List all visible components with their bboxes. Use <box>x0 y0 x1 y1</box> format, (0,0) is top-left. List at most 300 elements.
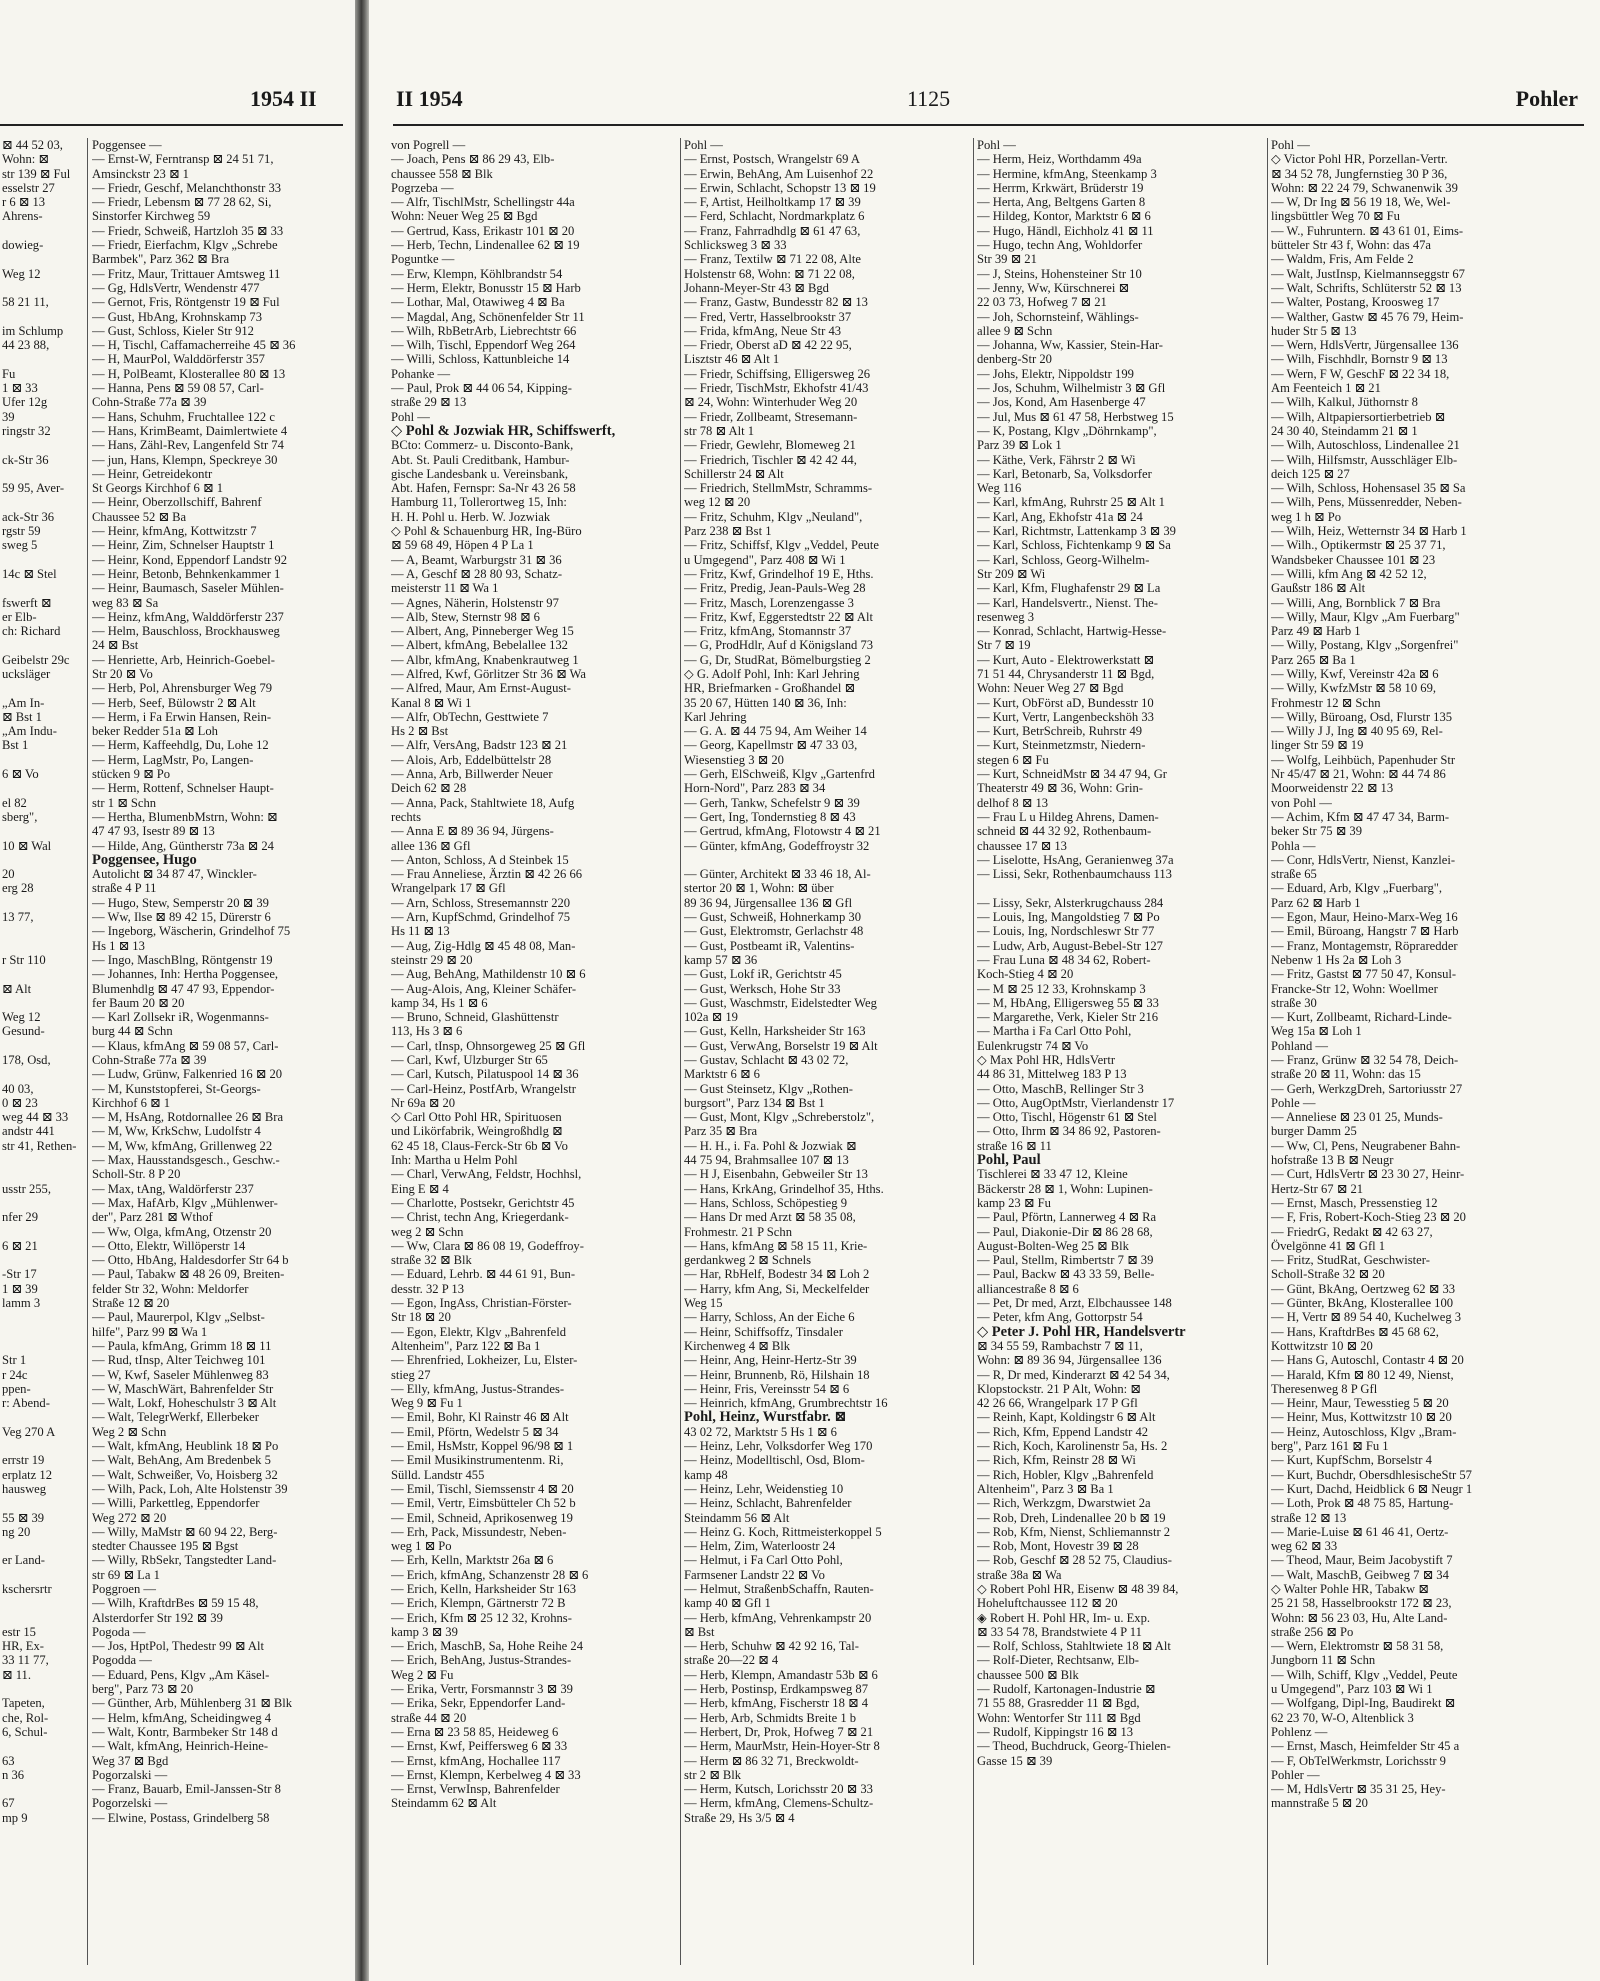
directory-entry-line: — Frau L u Hildeg Ahrens, Damen- <box>977 809 1159 824</box>
directory-entry-line: — Kurt, Dachd, Heidblick 6 ⊠ Neugr 1 <box>1271 1481 1473 1496</box>
directory-entry-line: ◇ Robert Pohl HR, Eisenw ⊠ 48 39 84, <box>977 1581 1179 1596</box>
directory-entry-line: Cohn-Straße 77a ⊠ 39 <box>92 1053 207 1067</box>
directory-entry-line: Frohmestr. 21 P Schn <box>684 1224 792 1239</box>
directory-entry-line: — W, Kwf, Saseler Mühlenweg 83 <box>92 1367 269 1382</box>
directory-entry-line: — Ferd, Schlacht, Nordmarkplatz 6 <box>684 209 865 224</box>
directory-entry-line: delhof 8 ⊠ 13 <box>977 795 1049 810</box>
directory-entry-line: ack-Str 36 <box>2 509 55 524</box>
directory-entry-line: Weg 15a ⊠ Loh 1 <box>1271 1024 1362 1039</box>
directory-entry-line: — Emil, Büroang, Hangstr 7 ⊠ Harb <box>1271 924 1459 939</box>
directory-entry-line: ⊠ 34 52 78, Jungfernstieg 30 P 36, <box>1271 166 1448 181</box>
directory-entry-line: — Louis, Ing, Nordschleswr Str 77 <box>977 924 1155 939</box>
directory-entry-line: Francke-Str 12, Wohn: Woellmer <box>1271 981 1438 996</box>
directory-entry-line <box>2 1039 86 1053</box>
directory-entry-line: — Willy, Büroang, Osd, Flurstr 135 <box>1271 709 1453 724</box>
directory-entry-line: — Gg, HdlsVertr, Wendenstr 477 <box>92 280 260 295</box>
directory-entry-line: — Friedr, Lebensm ⊠ 77 28 62, Si, <box>92 195 272 210</box>
directory-entry-line: — Gust, Lokf iR, Gerichtstr 45 <box>684 967 842 982</box>
directory-entry-line: — Helm, kfmAng, Scheidingweg 4 <box>92 1710 272 1725</box>
directory-entry-line: 0 ⊠ 23 <box>2 1095 38 1110</box>
directory-entry-line: ⊠ 11. <box>2 1667 31 1682</box>
directory-entry-line: — Erh, Kelln, Marktstr 26a ⊠ 6 <box>391 1553 554 1568</box>
directory-entry-line: — M, HdlsVertr ⊠ 35 31 25, Hey- <box>1271 1782 1446 1797</box>
directory-entry-line: — Paul, Tabakw ⊠ 48 26 09, Breiten- <box>92 1267 285 1282</box>
directory-entry-line: — Herb, kfmAng, Fischerstr 18 ⊠ 4 <box>684 1696 869 1711</box>
directory-entry-line: — Fritz, Schiffsf, Klgv „Veddel, Peute <box>684 538 879 553</box>
directory-entry-line: — Herm ⊠ 86 32 71, Breckwoldt- <box>684 1753 859 1768</box>
directory-entry-line: — Gustav, Schlacht ⊠ 43 02 72, <box>684 1053 849 1067</box>
directory-entry-line: berg", Parz 73 ⊠ 20 <box>92 1682 194 1697</box>
directory-entry-line: — Anna E ⊠ 89 36 94, Jürgens- <box>391 824 554 839</box>
directory-entry-line: ◈ Robert H. Pohl HR, Im- u. Exp. <box>977 1610 1151 1625</box>
directory-entry-line: straße 20—22 ⊠ 4 <box>684 1653 779 1668</box>
directory-entry-line: — Emil, Tischl, Siemssenstr 4 ⊠ 20 <box>391 1481 574 1496</box>
directory-entry-line: — Egon, Elektr, Klgv „Bahrenfeld <box>391 1324 567 1339</box>
directory-entry-line: gische Landesbank u. Vereinsbank, <box>391 466 569 481</box>
directory-entry-line: 47 47 93, Isestr 89 ⊠ 13 <box>92 824 215 839</box>
directory-entry-line: — Franz, Montagemstr, Röpraredder <box>1271 938 1458 953</box>
directory-entry-line: burg 44 ⊠ Schn <box>92 1024 173 1039</box>
directory-entry-line: burger Damm 25 <box>1271 1124 1357 1139</box>
directory-entry-line: Straße 29, Hs 3/5 ⊠ 4 <box>684 1810 795 1825</box>
book-gutter <box>355 0 369 1981</box>
directory-entry-line: — F, ObTelWerkmstr, Lorichsstr 9 <box>1271 1753 1446 1768</box>
directory-entry-line: — Paul, Pförtn, Lannerweg 4 ⊠ Ra <box>977 1210 1157 1225</box>
directory-entry-line: Poggensee — <box>92 138 162 152</box>
directory-entry-line: — Gust, Werksch, Hohe Str 33 <box>684 981 841 996</box>
directory-entry-line: Gaußstr 186 ⊠ Alt <box>1271 581 1366 596</box>
directory-entry-line: hausweg <box>2 1481 47 1496</box>
directory-entry-line: Nr 69a ⊠ 20 <box>391 1095 456 1110</box>
directory-entry-line: — Friedrich, StellmMstr, Schramms- <box>684 481 873 496</box>
directory-entry-line: — Willy, Postang, Klgv „Sorgenfrei" <box>1271 638 1459 653</box>
directory-entry-line: — W, Dr Ing ⊠ 56 19 18, We, Wel- <box>1271 195 1451 210</box>
directory-entry-line: Veg 270 A <box>2 1424 56 1439</box>
directory-entry-line: — Frau Anneliese, Ärztin ⊠ 42 26 66 <box>391 867 583 882</box>
directory-entry-line: — Wilh, KraftdrBes ⊠ 59 15 48, <box>92 1596 259 1611</box>
directory-entry-line: 13 77, <box>2 910 34 925</box>
right-page-header-left: II 1954 <box>396 86 463 111</box>
directory-entry-line: „Am Indu- <box>2 724 57 739</box>
directory-entry-line: — Arn, KupfSchmd, Grindelhof 75 <box>391 910 571 925</box>
directory-entry-line: estr 15 <box>2 1624 36 1639</box>
directory-entry-line: im Schlump <box>2 323 64 338</box>
directory-entry-line: — Hans, Zähl-Rev, Langenfeld Str 74 <box>92 438 284 453</box>
directory-entry-line: — Friedrich, Tischler ⊠ 42 42 44, <box>684 452 857 467</box>
directory-entry-line: erplatz 12 <box>2 1467 52 1482</box>
directory-entry-line: Ufer 12g <box>2 395 48 410</box>
directory-entry-line: kamp 3 ⊠ 39 <box>391 1624 458 1639</box>
directory-entry-line: — Willi, Parkettleg, Eppendorfer <box>92 1496 260 1511</box>
directory-entry-line <box>2 1196 86 1210</box>
directory-entry-line: — Max, Hausstandsgesch., Geschw.- <box>92 1153 280 1168</box>
right-column-4 <box>1271 138 1577 1981</box>
directory-entry-line: Cohn-Straße 77a ⊠ 39 <box>92 395 207 410</box>
directory-entry-line: — Erw, Klempn, Köhlbrandstr 54 <box>391 266 563 281</box>
directory-entry-line: 25 21 58, Hasselbrookstr 172 ⊠ 23, <box>1271 1596 1452 1611</box>
directory-entry-line: esselstr 27 <box>2 180 55 195</box>
directory-entry-line: straße 29 ⊠ 13 <box>391 395 467 410</box>
directory-entry-line: steinstr 29 ⊠ 20 <box>391 952 473 967</box>
directory-entry-line: — Hugo, Stew, Semperstr 20 ⊠ 39 <box>92 895 269 910</box>
directory-entry-line: — Karl, Ang, Ekhofstr 41a ⊠ 24 <box>977 509 1143 524</box>
directory-entry-line: Frohmestr 12 ⊠ Schn <box>1271 695 1381 710</box>
directory-entry-line: — Egon, IngAss, Christian-Förster- <box>391 1296 572 1311</box>
directory-entry-line: Kirchhof 6 ⊠ 1 <box>92 1095 171 1110</box>
directory-entry-line: Poggensee, Hugo <box>92 852 197 868</box>
directory-entry-line: Tapeten, <box>2 1696 45 1711</box>
directory-entry-line: — Willy, KwfzMstr ⊠ 58 10 69, <box>1271 681 1437 696</box>
left-page <box>0 0 355 1981</box>
directory-entry-line: Kottwitzstr 10 ⊠ 20 <box>1271 1338 1373 1353</box>
directory-entry-line: el 82 <box>2 795 27 810</box>
directory-entry-line: — Elwine, Postass, Grindelberg 58 <box>92 1810 270 1825</box>
directory-entry-line: — Herm, MaurMstr, Hein-Hoyer-Str 8 <box>684 1739 880 1754</box>
directory-entry-line: — Frau Luna ⊠ 48 34 62, Robert- <box>977 952 1151 967</box>
directory-entry-line: er Land- <box>2 1553 46 1568</box>
directory-entry-line: — Margarethe, Verk, Kieler Str 216 <box>977 1010 1159 1025</box>
directory-entry-line: — Paula, kfmAng, Grimm 18 ⊠ 11 <box>92 1338 272 1353</box>
directory-entry-line <box>2 996 86 1010</box>
directory-entry-line: — Karl, Betonarb, Sa, Volksdorfer <box>977 466 1152 481</box>
directory-entry-line: — Karl, kfmAng, Ruhrstr 25 ⊠ Alt 1 <box>977 495 1165 510</box>
directory-entry-line: — Kurt, Auto - Elektrowerkstatt ⊠ <box>977 652 1155 667</box>
directory-entry-line: Holstenstr 68, Wohn: ⊠ 71 22 08, <box>684 266 855 281</box>
directory-entry-line: — Harry, kfm Ang, Si, Meckelfelder <box>684 1281 870 1296</box>
directory-entry-line: — Reinh, Kapt, Koldingstr 6 ⊠ Alt <box>977 1410 1156 1425</box>
directory-entry-line: — Hermine, kfmAng, Steenkamp 3 <box>977 166 1157 181</box>
directory-entry-line: usstr 255, <box>2 1181 51 1196</box>
directory-entry-line: — Günther, Arb, Mühlenberg 31 ⊠ Blk <box>92 1696 293 1711</box>
directory-entry-line: — Karl Zollsekr iR, Wogenmanns- <box>92 1010 269 1025</box>
directory-entry-line: — Wilh, Heiz, Wetternstr 34 ⊠ Harb 1 <box>1271 524 1467 539</box>
directory-entry-line: Am Feenteich 1 ⊠ 21 <box>1271 381 1381 396</box>
directory-entry-line: berg", Parz 161 ⊠ Fu 1 <box>1271 1439 1389 1454</box>
right-page <box>369 0 1600 1981</box>
directory-entry-line: — Käthe, Verk, Fährstr 2 ⊠ Wi <box>977 452 1136 467</box>
directory-entry-line: Hoheluftchaussee 112 ⊠ 20 <box>977 1596 1118 1611</box>
directory-entry-line: — Emil, Bohr, Kl Rainstr 46 ⊠ Alt <box>391 1410 569 1425</box>
directory-entry-line: stedter Chaussee 195 ⊠ Bgst <box>92 1539 239 1554</box>
directory-entry-line: Pohl — <box>684 138 723 152</box>
directory-entry-line: Parz 39 ⊠ Lok 1 <box>977 438 1062 453</box>
directory-entry-line: 178, Osd, <box>2 1053 51 1067</box>
directory-entry-line: — Rolf, Schloss, Stahltwiete 18 ⊠ Alt <box>977 1639 1171 1654</box>
directory-entry-line <box>2 1568 86 1582</box>
directory-entry-line: — Rich, Hobler, Klgv „Bahrenfeld <box>977 1467 1154 1482</box>
directory-entry-line: Marktstr 6 ⊠ 6 <box>684 1067 760 1082</box>
directory-entry-line: kamp 40 ⊠ Gfl 1 <box>684 1596 771 1611</box>
directory-entry-line: str 139 ⊠ Ful <box>2 166 71 181</box>
directory-entry-line: — Walt, Schweißer, Vo, Hoisberg 32 <box>92 1467 278 1482</box>
directory-entry-line: 71 55 88, Grasredder 11 ⊠ Bgd, <box>977 1696 1140 1711</box>
directory-entry-line: — Wern, HdlsVertr, Jürgensallee 136 <box>1271 338 1459 353</box>
directory-entry-line: — Wolfgang, Dipl-Ing, Baudirekt ⊠ <box>1271 1696 1456 1711</box>
right-column-divider-2 <box>973 138 974 1965</box>
directory-entry-line: Fu <box>2 366 16 381</box>
directory-entry-line: — Karl, Kfm, Flughafenstr 29 ⊠ La <box>977 581 1161 596</box>
directory-entry-line: — Heinz, kfmAng, Walddörferstr 237 <box>92 609 284 624</box>
directory-entry-line: — Curt, HdlsVertr ⊠ 23 30 27, Heinr- <box>1271 1167 1465 1182</box>
directory-entry-line: — Fritz, Kwf, Grindelhof 19 E, Hths. <box>684 566 874 581</box>
directory-entry-line: — Gust, Schloss, Kieler Str 912 <box>92 323 254 338</box>
directory-entry-line: — Lothar, Mal, Otawiweg 4 ⊠ Ba <box>391 295 565 310</box>
directory-entry-line: Abt. Hafen, Fernspr: Sa-Nr 43 26 58 <box>391 481 576 496</box>
directory-entry-line: andstr 441 <box>2 1124 55 1139</box>
directory-entry-line: 67 <box>2 1796 15 1811</box>
directory-entry-line: — Emil, HsMstr, Koppel 96/98 ⊠ 1 <box>391 1439 574 1454</box>
directory-entry-line: — Wilh, Pack, Loh, Alte Holstenstr 39 <box>92 1481 288 1496</box>
directory-entry-line: — Willy, RbSekr, Tangstedter Land- <box>92 1553 277 1568</box>
directory-entry-line: 113, Hs 3 ⊠ 6 <box>391 1024 463 1039</box>
directory-entry-line: n 36 <box>2 1767 25 1782</box>
directory-entry-line: Chaussee 52 ⊠ Ba <box>92 509 187 524</box>
directory-entry-line: Pohla — <box>1271 838 1316 853</box>
directory-entry-line: — Albert, kfmAng, Bebelallee 132 <box>391 638 568 653</box>
directory-entry-line: Straße 12 ⊠ 20 <box>92 1296 170 1311</box>
directory-entry-line: — Walt, kfmAng, Heinrich-Heine- <box>92 1739 269 1754</box>
directory-entry-line: — H, PolBeamt, Klosterallee 80 ⊠ 13 <box>92 366 286 381</box>
directory-entry-line: — Herm, kfmAng, Clemens-Schultz- <box>684 1796 874 1811</box>
directory-entry-line: schneid ⊠ 44 32 92, Rothenbaum- <box>977 824 1152 839</box>
directory-entry-line: — Gust Steinsetz, Klgv „Rothen- <box>684 1081 853 1096</box>
directory-entry-line: Hs 1 ⊠ 13 <box>92 938 145 953</box>
directory-entry-line: — Otto, HbAng, Haldesdorfer Str 64 b <box>92 1253 289 1268</box>
directory-entry-line <box>2 638 86 652</box>
directory-entry-line: BCto: Commerz- u. Disconto-Bank, <box>391 438 574 453</box>
directory-entry-line: — Gerh, ElSchweiß, Klgv „Gartenfrd <box>684 767 875 782</box>
directory-entry-line: — Herb, Pol, Ahrensburger Weg 79 <box>92 681 273 696</box>
directory-entry-line: Gasse 15 ⊠ 39 <box>977 1753 1053 1768</box>
directory-entry-line: Horn-Nord", Parz 283 ⊠ 34 <box>684 781 826 796</box>
directory-entry-line: ch: Richard <box>2 624 61 639</box>
directory-entry-line: Bst 1 <box>2 738 29 753</box>
directory-entry-line: — Walt, Lokf, Hoheschulstr 3 ⊠ Alt <box>92 1396 277 1411</box>
directory-entry-line: — Carl, Kutsch, Pilatuspool 14 ⊠ 36 <box>391 1067 579 1082</box>
directory-entry-line: — Rob, Mont, Hovestr 39 ⊠ 28 <box>977 1539 1139 1554</box>
directory-entry-line: — Walt, kfmAng, Heublink 18 ⊠ Po <box>92 1439 279 1454</box>
directory-entry-line: — Heinr, Betonb, Behnkenkammer 1 <box>92 566 281 581</box>
directory-entry-line: Weg 9 ⊠ Fu 1 <box>391 1396 463 1411</box>
directory-entry-line: Pogodda — <box>92 1653 152 1668</box>
directory-entry-line: — Heinr, Ang, Heinr-Hertz-Str 39 <box>684 1353 857 1368</box>
directory-entry-line: straße 65 <box>1271 867 1317 882</box>
directory-entry-line <box>2 1339 86 1353</box>
directory-entry-line: Altenheim", Parz 3 ⊠ Ba 1 <box>977 1481 1114 1496</box>
directory-entry-line: — Gerh, WerkzgDreh, Sartoriusstr 27 <box>1271 1081 1463 1096</box>
directory-entry-line: hofstraße 13 B ⊠ Neugr <box>1271 1153 1394 1168</box>
directory-entry-line: — Erich, Kelln, Harksheider Str 163 <box>391 1581 577 1596</box>
directory-entry-line: weg 2 ⊠ Schn <box>391 1224 464 1239</box>
directory-entry-line: — Wilh, Kalkul, Jüthornstr 8 <box>1271 395 1418 410</box>
directory-entry-line: Weg 15 <box>684 1296 723 1311</box>
directory-entry-line <box>2 1167 86 1181</box>
directory-entry-line: r: Abend- <box>2 1396 50 1411</box>
directory-entry-line: ◇ G. Adolf Pohl, Inh: Karl Jehring <box>684 666 860 681</box>
directory-entry-line: fswerft ⊠ <box>2 595 52 610</box>
directory-entry-line: Koch-Stieg 4 ⊠ 20 <box>977 967 1074 982</box>
left-column-b <box>92 138 350 1981</box>
directory-entry-line: lingsbüttler Weg 70 ⊠ Fu <box>1271 209 1400 224</box>
directory-entry-line: dowieg- <box>2 238 44 253</box>
directory-entry-line: 14c ⊠ Stel <box>2 566 57 581</box>
directory-entry-line: 44 75 94, Brahmsallee 107 ⊠ 13 <box>684 1153 849 1168</box>
directory-entry-line: stieg 27 <box>391 1367 431 1382</box>
directory-entry-line: — Erika, Sekr, Eppendorfer Land- <box>391 1696 566 1711</box>
directory-entry-line: — Willi, Schloss, Kattunbleiche 14 <box>391 352 570 367</box>
directory-entry-line: — Wern, Elektromstr ⊠ 58 31 58, <box>1271 1639 1444 1654</box>
directory-entry-line: Jungborn 11 ⊠ Schn <box>1271 1653 1376 1668</box>
directory-entry-line <box>2 781 86 795</box>
directory-entry-line: ppen- <box>2 1381 31 1396</box>
directory-entry-line: — Hugo, Händl, Eichholz 41 ⊠ 11 <box>977 223 1154 238</box>
directory-entry-line: — M, HsAng, Rotdornallee 26 ⊠ Bra <box>92 1110 284 1125</box>
directory-entry-line: 40 03, <box>2 1081 34 1096</box>
directory-entry-line: — Rich, Kfm, Eppend Landstr 42 <box>977 1424 1149 1439</box>
directory-entry-line: — Peter, kfm Ang, Gottorpstr 54 <box>977 1310 1143 1325</box>
directory-entry-line: — Gerh, Tankw, Schefelstr 9 ⊠ 39 <box>684 795 860 810</box>
directory-entry-line: errstr 19 <box>2 1453 45 1468</box>
directory-entry-line: — Paul, Backw ⊠ 43 33 59, Belle- <box>977 1267 1155 1282</box>
directory-entry-line: — Klaus, kfmAng ⊠ 59 08 57, Carl- <box>92 1038 279 1053</box>
directory-entry-line: — Albr, kfmAng, Knabenkrautweg 1 <box>391 652 579 667</box>
directory-entry-line: 22 03 73, Hofweg 7 ⊠ 21 <box>977 295 1107 310</box>
directory-entry-line: Pohl — <box>977 138 1016 152</box>
directory-entry-line: 89 36 94, Jürgensallee 136 ⊠ Gfl <box>684 895 853 910</box>
directory-entry-line: rechts <box>391 809 422 824</box>
directory-entry-line: 62 23 70, W-O, Altenblick 3 <box>1271 1710 1414 1725</box>
directory-entry-line: — H, Vertr ⊠ 89 54 40, Kuchelweg 3 <box>1271 1310 1462 1325</box>
directory-entry-line: — Willy, Kwf, Vereinstr 42a ⊠ 6 <box>1271 666 1439 681</box>
directory-entry-line <box>2 939 86 953</box>
directory-entry-line: — Erich, Klempn, Gärtnerstr 72 B <box>391 1596 566 1611</box>
directory-entry-line: — Otto, Ihrm ⊠ 34 86 92, Pastoren- <box>977 1124 1161 1139</box>
directory-entry-line: 71 51 44, Chrysanderstr 11 ⊠ Bgd, <box>977 666 1155 681</box>
directory-entry-line: Ahrens- <box>2 209 43 224</box>
directory-entry-line: — Ernst, Kwf, Peiffersweg 6 ⊠ 33 <box>391 1739 568 1754</box>
directory-entry-line: Eulenkrugstr 74 ⊠ Vo <box>977 1038 1089 1053</box>
directory-entry-line: Pohanke — <box>391 366 451 381</box>
directory-entry-line: Wandsbeker Chaussee 101 ⊠ 23 <box>1271 552 1436 567</box>
directory-entry-line: stegen 6 ⊠ Fu <box>977 752 1049 767</box>
directory-entry-line <box>2 1496 86 1510</box>
directory-entry-line: — Ingeborg, Wäscherin, Grindelhof 75 <box>92 924 291 939</box>
directory-entry-line: — Heinr, Brunnenb, Rö, Hilshain 18 <box>684 1367 870 1382</box>
directory-entry-line: Weg 12 <box>2 266 41 281</box>
directory-entry-line: — F, Artist, Heilholtkamp 17 ⊠ 39 <box>684 195 861 210</box>
directory-entry-line: — Wilh, Fischhdlr, Bornstr 9 ⊠ 13 <box>1271 352 1448 367</box>
directory-entry-line: — Franz, Bauarb, Emil-Janssen-Str 8 <box>92 1782 281 1797</box>
directory-entry-line: — Alfr, VersAng, Badstr 123 ⊠ 21 <box>391 738 568 753</box>
directory-entry-line: — Wolfg, Leihbüch, Papenhuder Str <box>1271 752 1456 767</box>
directory-entry-line: — Otto, Tischl, Högenstr 61 ⊠ Stel <box>977 1110 1157 1125</box>
directory-entry-line: Weg 116 <box>977 481 1022 496</box>
directory-entry-line: Pohlenz — <box>1271 1724 1328 1739</box>
directory-entry-line: felder Str 32, Wohn: Meldorfer <box>92 1281 249 1296</box>
directory-entry-line: — Karl, Richtmstr, Lattenkamp 3 ⊠ 39 <box>977 524 1176 539</box>
directory-entry-line: — Franz, Grünw ⊠ 32 54 78, Deich- <box>1271 1053 1459 1067</box>
directory-entry-line: straße 4 P 11 <box>92 881 157 896</box>
directory-entry-line: — Wilh, Altpapiersortierbetrieb ⊠ <box>1271 409 1446 424</box>
directory-entry-line: — G. A. ⊠ 44 75 94, Am Weiher 14 <box>684 724 867 739</box>
directory-entry-line: Wohn: ⊠ 89 36 94, Jürgensallee 136 <box>977 1353 1162 1368</box>
directory-entry-line: nfer 29 <box>2 1210 39 1225</box>
directory-entry-line <box>2 1410 86 1424</box>
directory-entry-line: — Alfred, Maur, Am Ernst-August- <box>391 681 571 696</box>
directory-entry-line: — Har, RbHelf, Bodestr 34 ⊠ Loh 2 <box>684 1267 870 1282</box>
directory-entry-line: — Ernst-W, Ferntransp ⊠ 24 51 71, <box>92 152 274 167</box>
directory-entry-line: — Heinr, Zim, Schnelser Hauptstr 1 <box>92 538 275 553</box>
directory-entry-line: — Aug, BehAng, Mathildenstr 10 ⊠ 6 <box>391 967 586 982</box>
directory-entry-line: H. H. Pohl u. Herb. W. Jozwiak <box>391 509 551 524</box>
directory-entry-line: 6, Schul- <box>2 1724 48 1739</box>
directory-entry-line: — Fritz, Schuhm, Klgv „Neuland", <box>684 509 863 524</box>
directory-entry-line: chaussee 500 ⊠ Blk <box>977 1667 1079 1682</box>
directory-entry-line: Wohn: Neuer Weg 27 ⊠ Bgd <box>977 681 1124 696</box>
directory-entry-line <box>2 310 86 324</box>
directory-entry-line: Abt. St. Pauli Creditbank, Hambur- <box>391 452 570 467</box>
directory-entry-line: — Charl, VerwAng, Feldstr, Hochhsl, <box>391 1167 582 1182</box>
directory-entry-line: — Arn, Schloss, Stresemannstr 220 <box>391 895 571 910</box>
directory-entry-line: — Fritz, Masch, Lorenzengasse 3 <box>684 595 854 610</box>
directory-entry-line: — Gernot, Fris, Röntgenstr 19 ⊠ Ful <box>92 295 280 310</box>
directory-entry-line: Sinstorfer Kirchweg 59 <box>92 209 211 224</box>
directory-entry-line: Wohn: Wentorfer Str 111 ⊠ Bgd <box>977 1710 1141 1725</box>
directory-entry-line <box>2 924 86 938</box>
directory-entry-line: — Walther, Gastw ⊠ 45 76 79, Heim- <box>1271 309 1464 324</box>
directory-entry-line: lamm 3 <box>2 1296 41 1311</box>
directory-entry-line: Gesund- <box>2 1024 45 1039</box>
directory-entry-line: — Louis, Ing, Mangoldstieg 7 ⊠ Po <box>977 910 1160 925</box>
directory-entry-line: — Martha i Fa Carl Otto Pohl, <box>977 1024 1132 1039</box>
directory-entry-line: — Max, tAng, Waldörferstr 237 <box>92 1181 254 1196</box>
directory-entry-line: — Christ, techn Ang, Kriegerdank- <box>391 1210 569 1225</box>
directory-entry-line: — Erwin, Schlacht, Schopstr 13 ⊠ 19 <box>684 180 876 195</box>
directory-entry-line: — Georg, Kapellmstr ⊠ 47 33 03, <box>684 738 858 753</box>
directory-entry-line: Hs 11 ⊠ 13 <box>391 924 450 939</box>
directory-entry-line <box>2 1782 86 1796</box>
directory-entry-line: — Bruno, Schneid, Glashüttenstr <box>391 1010 559 1025</box>
directory-entry-line: — Hans, KrkAng, Grindelhof 35, Hths. <box>684 1181 884 1196</box>
directory-entry-line: 24 ⊠ Bst <box>92 638 139 653</box>
directory-entry-line <box>2 1739 86 1753</box>
directory-entry-line: — Johannes, Inh: Hertha Poggensee, <box>92 967 279 982</box>
directory-entry-line: 1 ⊠ 39 <box>2 1281 38 1296</box>
directory-entry-line: — Fritz, StudRat, Geschwister- <box>1271 1253 1430 1268</box>
directory-entry-line: — Theod, Maur, Beim Jacobystift 7 <box>1271 1553 1453 1568</box>
right-column-divider-3 <box>1267 138 1268 1965</box>
directory-entry-line <box>2 224 86 238</box>
directory-entry-line: — Hans, Schuhm, Fruchtallee 122 c <box>92 409 275 424</box>
directory-entry-line: Nebenw 1 Hs 2a ⊠ Loh 3 <box>1271 952 1402 967</box>
directory-entry-line: — J, Steins, Hohensteiner Str 10 <box>977 266 1142 281</box>
directory-entry-line: — M, Ww, kfmAng, Grillenweg 22 <box>92 1138 273 1153</box>
directory-entry-line: — Eduard, Arb, Klgv „Fuerbarg", <box>1271 881 1443 896</box>
directory-entry-line: straße 32 ⊠ Blk <box>391 1253 472 1268</box>
directory-entry-line: der", Parz 281 ⊠ Wthof <box>92 1210 213 1225</box>
directory-entry-line: — Carl-Heinz, PostfArb, Wrangelstr <box>391 1081 576 1096</box>
directory-entry-line: ng 20 <box>2 1524 31 1539</box>
directory-entry-line: — Marie-Luise ⊠ 61 46 41, Oertz- <box>1271 1524 1449 1539</box>
directory-entry-line: str 69 ⊠ La 1 <box>92 1567 160 1582</box>
directory-entry-line: — Gertrud, kfmAng, Flotowstr 4 ⊠ 21 <box>684 824 881 839</box>
directory-entry-line: 59 95, Aver- <box>2 481 65 496</box>
directory-entry-line: Blumenhdlg ⊠ 47 47 93, Eppendor- <box>92 981 275 996</box>
directory-entry-line <box>2 1325 86 1339</box>
directory-entry-line: Deich 62 ⊠ 28 <box>391 781 467 796</box>
directory-entry-line: 58 21 11, <box>2 295 49 310</box>
directory-entry-line: Pohl — <box>1271 138 1310 152</box>
